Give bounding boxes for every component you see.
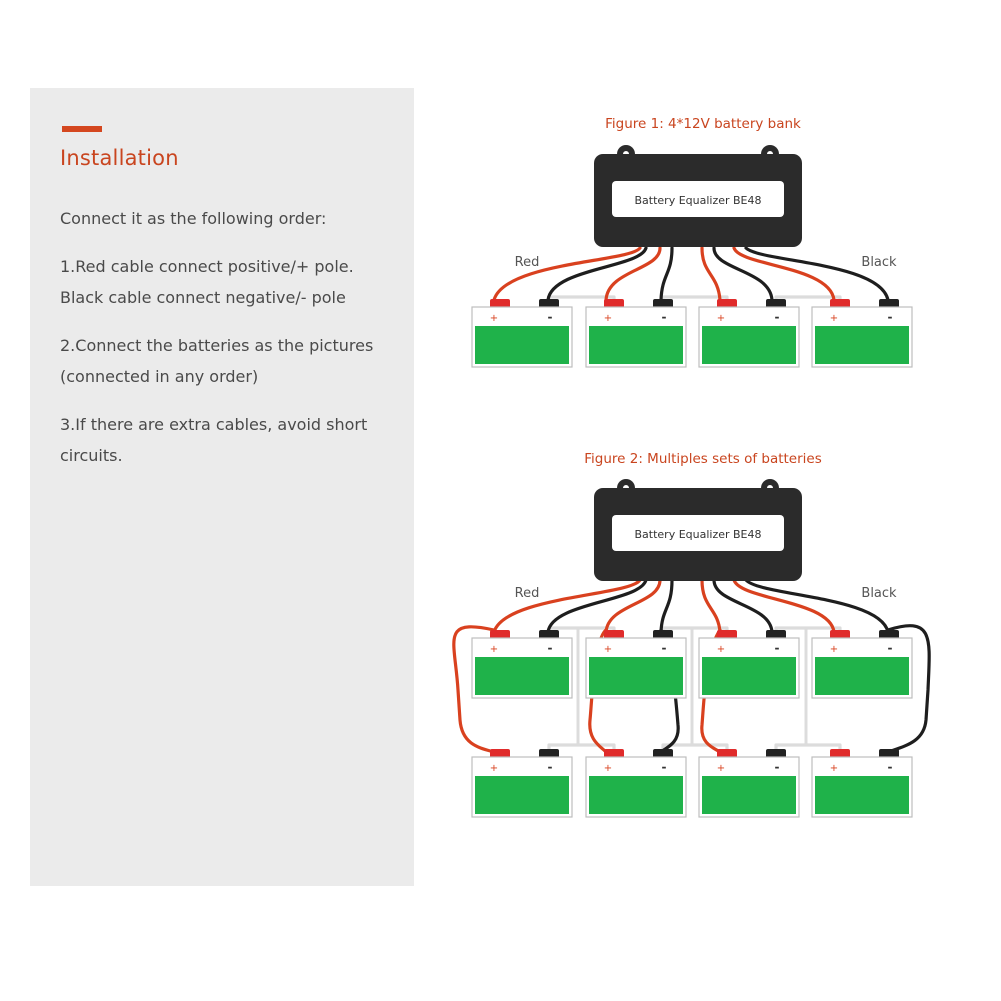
plus-sign: + xyxy=(829,644,839,655)
battery-body xyxy=(589,776,683,814)
figure-2-battery-bottom-3 xyxy=(699,749,799,817)
figure-1-equalizer-device xyxy=(594,145,802,247)
figure-2-battery-bottom-2 xyxy=(586,749,686,817)
minus-sign: - xyxy=(774,760,780,774)
minus-sign: - xyxy=(887,310,893,324)
plus-sign: + xyxy=(603,763,613,774)
minus-sign: - xyxy=(774,641,780,655)
plus-sign: + xyxy=(603,313,613,324)
plus-sign: + xyxy=(716,313,726,324)
figure-2-battery-top-1 xyxy=(472,630,572,698)
minus-sign: - xyxy=(887,641,893,655)
plus-sign: + xyxy=(489,644,499,655)
battery-body xyxy=(475,326,569,364)
figure-1-black-label: Black xyxy=(861,255,897,270)
battery-body xyxy=(815,776,909,814)
step-1-line-1: 1.Red cable connect positive/+ pole. xyxy=(60,257,354,276)
figure-1-title: Figure 1: 4*12V battery bank xyxy=(605,116,801,132)
step-2-line-1: 2.Connect the batteries as the pictures xyxy=(60,336,374,355)
battery-body xyxy=(475,657,569,695)
plus-sign: + xyxy=(716,644,726,655)
black-lead-cable xyxy=(661,580,672,632)
device-label: Battery Equalizer BE48 xyxy=(634,194,762,207)
figure-2-red-label: Red xyxy=(514,586,540,601)
minus-sign: - xyxy=(547,641,553,655)
red-lead-cable xyxy=(606,580,660,632)
minus-sign: - xyxy=(661,310,667,324)
black-lead-cable xyxy=(661,248,672,300)
figure-2-battery-top-2 xyxy=(586,630,686,698)
figure-1-battery-2 xyxy=(586,299,686,367)
figure-1-battery-4 xyxy=(812,299,912,367)
figure-1-battery-3 xyxy=(699,299,799,367)
step-2-line-2: (connected in any order) xyxy=(60,367,259,386)
figure-2-black-label: Black xyxy=(861,586,897,601)
battery-body xyxy=(475,776,569,814)
battery-body xyxy=(702,657,796,695)
battery-body xyxy=(589,657,683,695)
figure-2-battery-top-3 xyxy=(699,630,799,698)
step-3-line-1: 3.If there are extra cables, avoid short xyxy=(60,415,368,434)
plus-sign: + xyxy=(716,763,726,774)
intro-line: Connect it as the following order: xyxy=(60,209,327,228)
figure-2-battery-top-4 xyxy=(812,630,912,698)
battery-body xyxy=(702,776,796,814)
installation-heading: Installation xyxy=(60,146,179,170)
battery-body xyxy=(702,326,796,364)
plus-sign: + xyxy=(489,763,499,774)
minus-sign: - xyxy=(661,641,667,655)
plus-sign: + xyxy=(829,313,839,324)
plus-sign: + xyxy=(829,763,839,774)
figure-2-equalizer-device xyxy=(594,479,802,581)
minus-sign: - xyxy=(547,760,553,774)
figure-2-title: Figure 2: Multiples sets of batteries xyxy=(584,451,822,467)
figure-2-battery-bottom-1 xyxy=(472,749,572,817)
battery-body xyxy=(815,657,909,695)
step-1-line-2: Black cable connect negative/- pole xyxy=(60,288,346,307)
minus-sign: - xyxy=(547,310,553,324)
battery-body xyxy=(815,326,909,364)
battery-body xyxy=(589,326,683,364)
step-3-line-2: circuits. xyxy=(60,446,123,465)
minus-sign: - xyxy=(661,760,667,774)
figure-1-red-label: Red xyxy=(514,255,540,270)
minus-sign: - xyxy=(887,760,893,774)
device-label: Battery Equalizer BE48 xyxy=(634,528,762,541)
plus-sign: + xyxy=(603,644,613,655)
minus-sign: - xyxy=(774,310,780,324)
figure-2-battery-bottom-4 xyxy=(812,749,912,817)
plus-sign: + xyxy=(489,313,499,324)
figure-1-battery-1 xyxy=(472,299,572,367)
